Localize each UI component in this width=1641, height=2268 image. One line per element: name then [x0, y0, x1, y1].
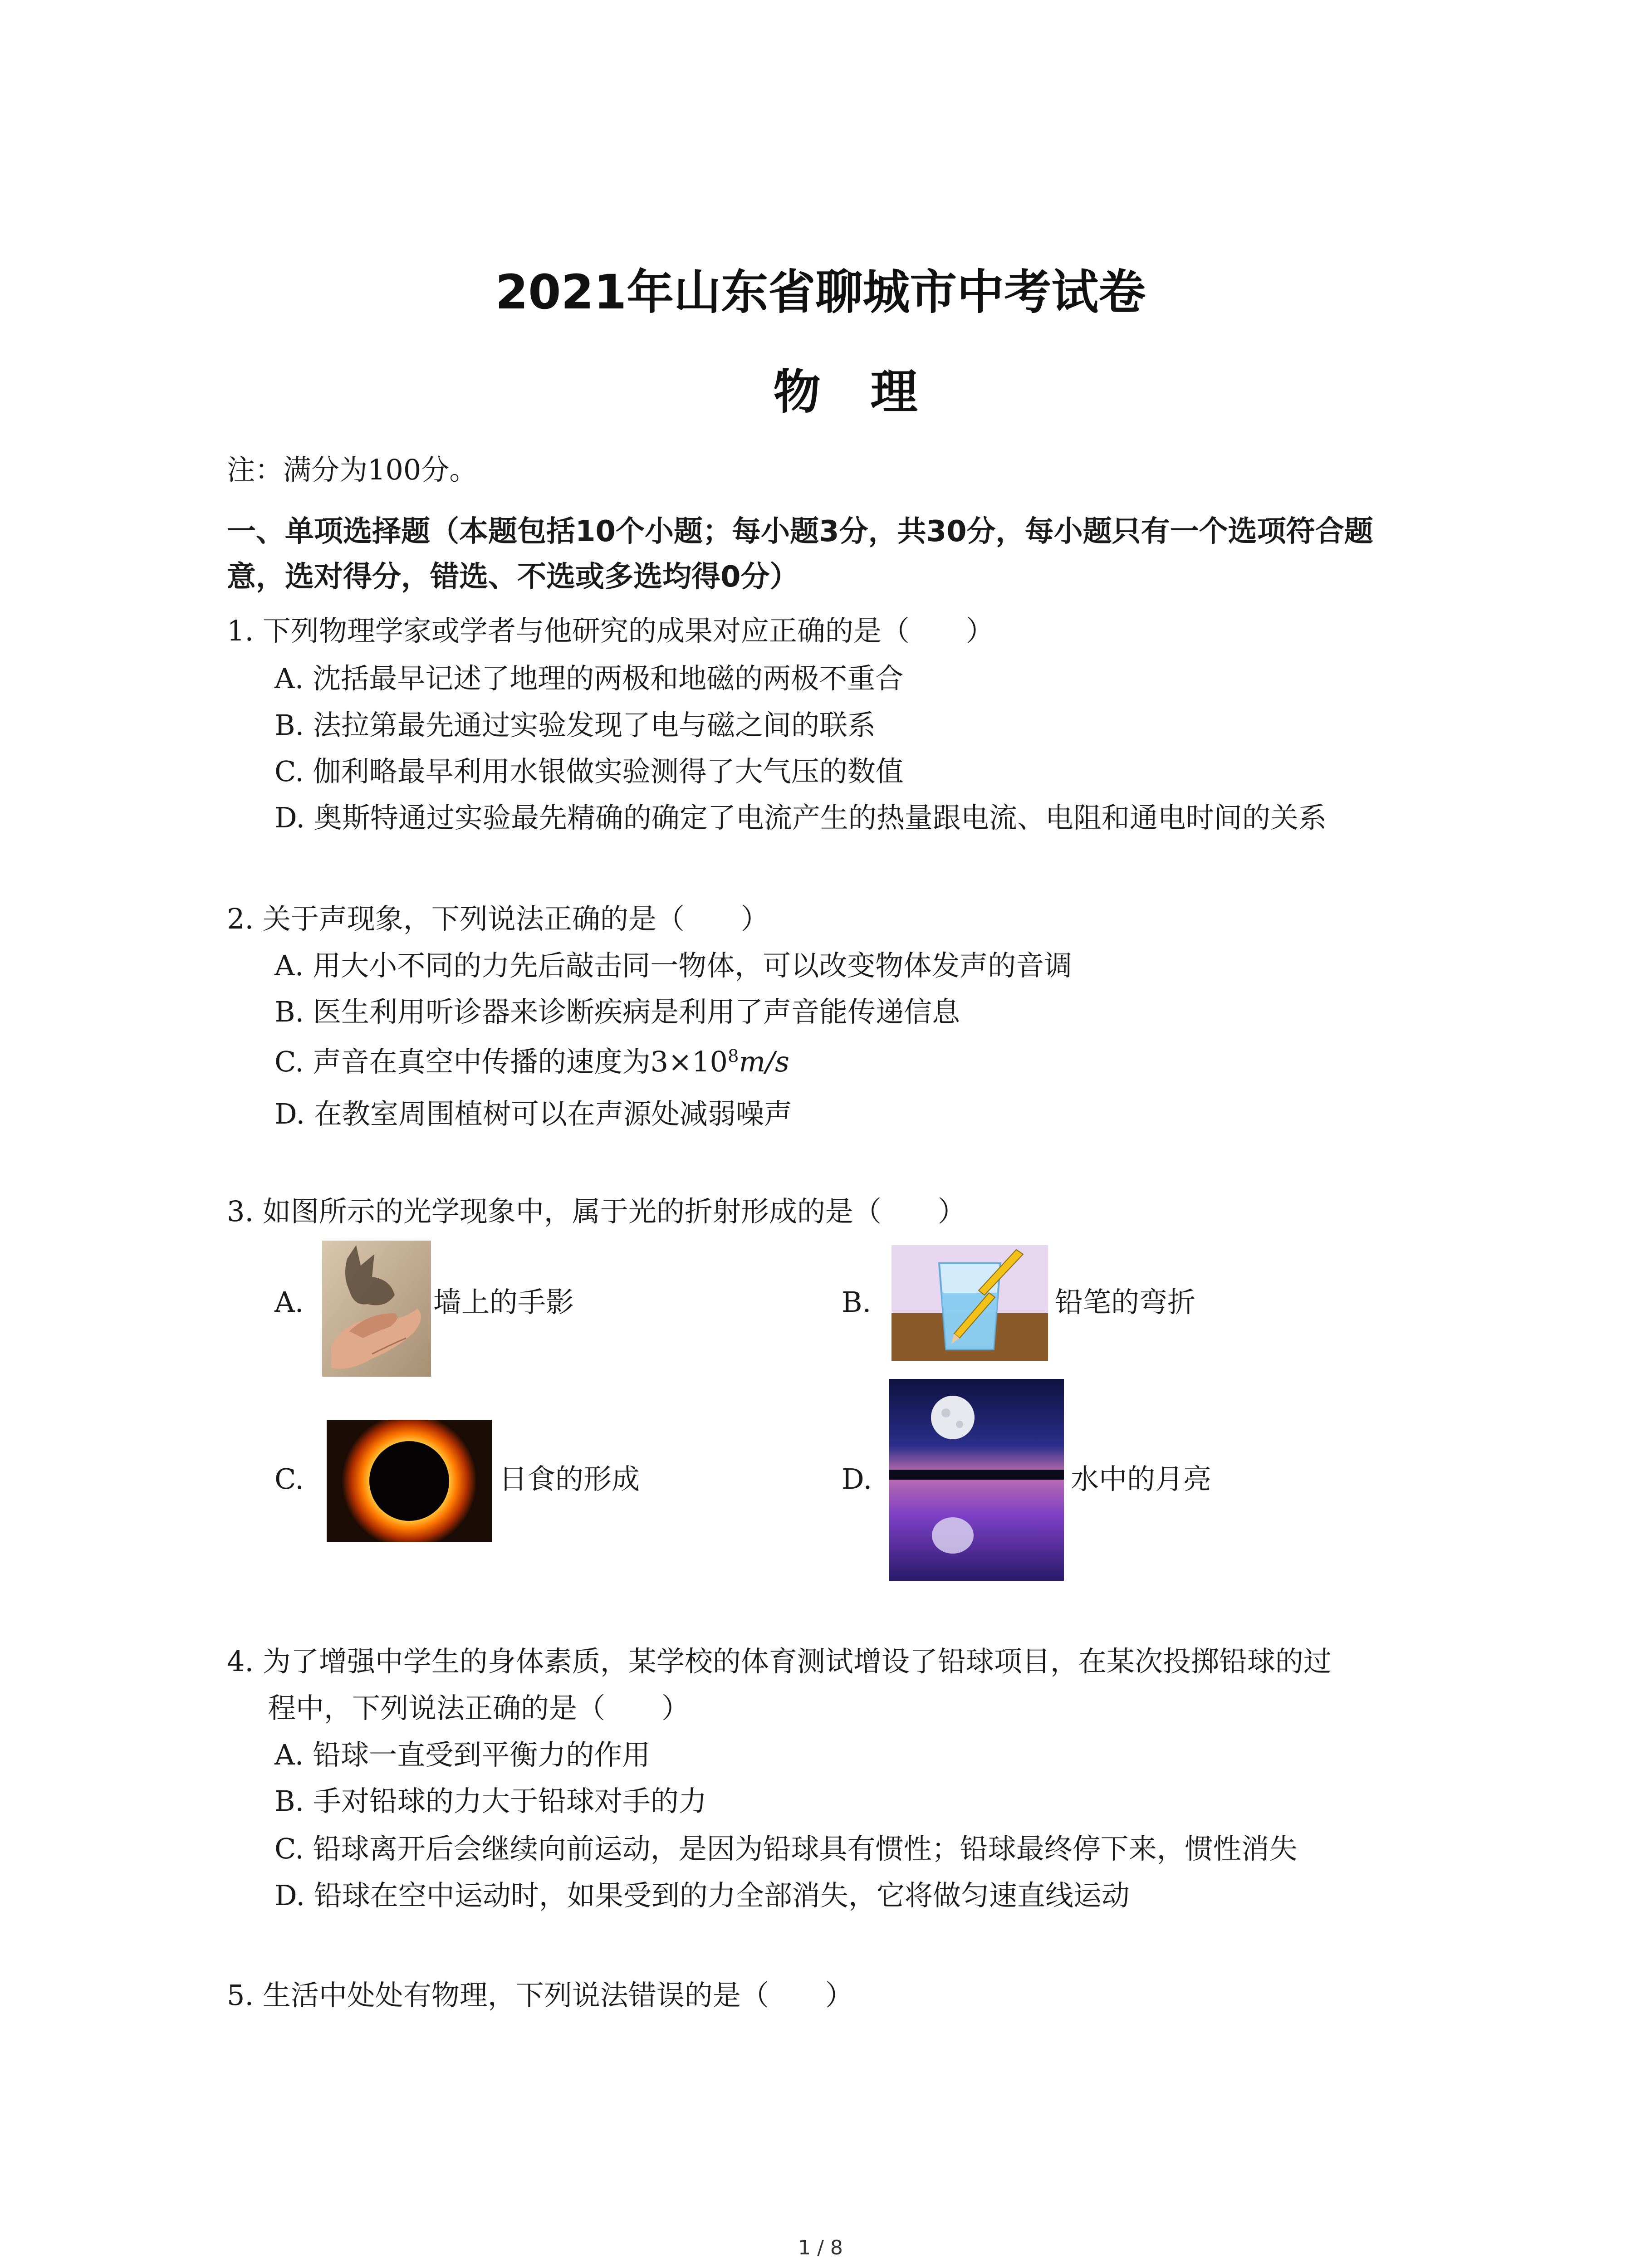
sound-speed-exponent: 8: [727, 1046, 739, 1066]
question-3-option-d-letter: D.: [842, 1462, 872, 1496]
question-3-option-a-letter: A.: [274, 1286, 304, 1319]
question-4-option-a: A. 铅球一直受到平衡力的作用: [274, 1738, 651, 1771]
question-4-stem-line1: 4. 为了增强中学生的身体素质，某学校的体育测试增设了铅球项目，在某次投掷铅球的过: [227, 1645, 1332, 1678]
question-3-option-c-caption: 日食的形成: [499, 1462, 640, 1496]
question-4-option-d: D. 铅球在空中运动时，如果受到的力全部消失，它将做匀速直线运动: [274, 1879, 1130, 1912]
bent-pencil-image: [892, 1245, 1048, 1361]
question-3-stem: 3. 如图所示的光学现象中，属于光的折射形成的是（ ）: [227, 1195, 966, 1228]
question-3-option-b-letter: B.: [842, 1286, 872, 1319]
question-4-option-b: B. 手对铅球的力大于铅球对手的力: [274, 1784, 707, 1818]
question-3-option-a-caption: 墙上的手影: [433, 1286, 574, 1319]
subject-title: 物理: [773, 364, 968, 420]
question-2-option-b: B. 医生利用听诊器来诊断疾病是利用了声音能传递信息: [274, 995, 960, 1028]
section-heading-line1: 一、单项选择题（本题包括10个小题；每小题3分，共30分，每小题只有一个选项符合题: [227, 515, 1373, 548]
question-3-option-d-caption: 水中的月亮: [1071, 1462, 1212, 1496]
page-title: 2021年山东省聊城市中考试卷: [495, 264, 1146, 320]
section-heading-line2: 意，选对得分，错选、不选或多选均得0分）: [227, 560, 799, 594]
question-2-option-d: D. 在教室周围植树可以在声源处减弱噪声: [274, 1097, 792, 1130]
question-1-option-c: C. 伽利略最早利用水银做实验测得了大气压的数值: [274, 755, 904, 788]
question-2-stem: 2. 关于声现象，下列说法正确的是（ ）: [227, 902, 769, 935]
question-3-option-b-caption: 铅笔的弯折: [1055, 1286, 1196, 1319]
question-2-option-a: A. 用大小不同的力先后敲击同一物体，可以改变物体发声的音调: [274, 949, 1073, 982]
score-note: 注：满分为100分。: [227, 453, 478, 486]
question-4-option-c: C. 铅球离开后会继续向前运动，是因为铅球具有惯性；铅球最终停下来，惯性消失: [274, 1832, 1298, 1865]
question-1-option-b: B. 法拉第最先通过实验发现了电与磁之间的联系: [274, 709, 876, 742]
question-1-stem: 1. 下列物理学家或学者与他研究的成果对应正确的是（ ）: [227, 614, 994, 647]
question-2-option-c: [274, 1045, 789, 1079]
sound-speed-unit: m/s: [739, 1045, 789, 1079]
hand-shadow-image: [322, 1241, 431, 1377]
question-1-option-d: D. 奥斯特通过实验最先精确的确定了电流产生的热量跟电流、电阻和通电时间的关系: [274, 801, 1327, 834]
page-number: 1 / 8: [798, 2236, 843, 2259]
sound-speed-base: 3×10: [650, 1045, 728, 1079]
question-5-stem: 5. 生活中处处有物理，下列说法错误的是（ ）: [227, 1979, 853, 2012]
question-4-stem-line2: 程中，下列说法正确的是（ ）: [268, 1691, 690, 1725]
solar-eclipse-image: [327, 1420, 492, 1542]
question-3-option-c-letter: C.: [274, 1462, 304, 1496]
question-1-option-a: A. 沈括最早记述了地理的两极和地磁的两极不重合: [274, 662, 904, 695]
question-2-option-c-text: C. 声音在真空中传播的速度为: [274, 1045, 651, 1079]
moon-reflection-image: [889, 1379, 1064, 1581]
